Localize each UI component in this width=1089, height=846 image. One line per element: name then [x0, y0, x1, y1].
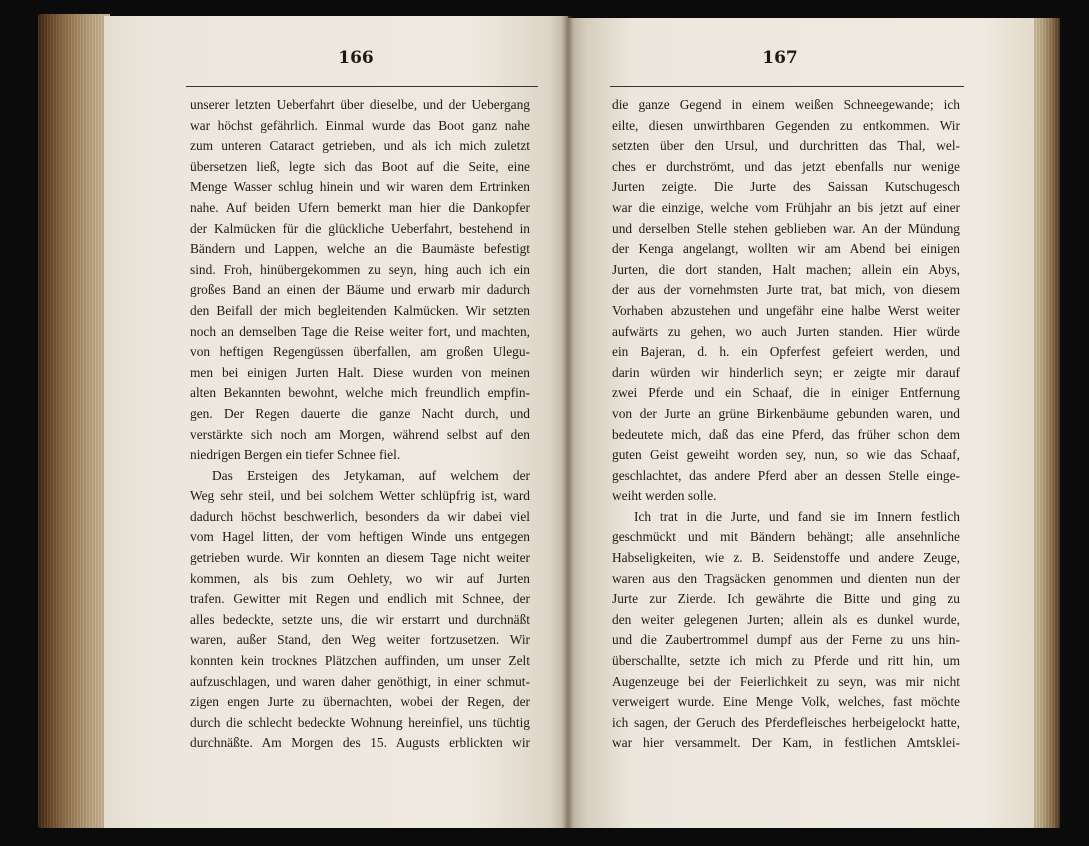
- text-line: die ganze Gegend in einem weißen Schneegewande; ich: [612, 97, 960, 112]
- text-line: Jurten zeigte. Die Jurte des Saissan Kutschugesch: [612, 179, 960, 195]
- text-line: konnten kein trocknes Plätzchen auffinden, um unser Zelt: [190, 653, 530, 669]
- text-line: unserer letzten Ueberfahrt über dieselbe, und der Uebergang: [190, 97, 530, 112]
- text-line: Menge Wasser schlug hinein und wir waren dem Ertrinken: [190, 179, 530, 195]
- text-line: war hier versammelt. Der Kam, in festlichen Amtsklei-: [612, 735, 960, 751]
- text-line: geschlachtet, das andere Pferd aber an dessen Stelle einge-: [612, 467, 960, 483]
- text-line: geschmückt und mit Bändern behängt; alle ansehnliche: [612, 529, 960, 545]
- text-line: guten Geist geweiht worden sey, nun, so wie das Schaaf,: [612, 447, 960, 463]
- page-block-edge-right: [1030, 18, 1060, 828]
- text-line: vom Hagel litten, der vom heftigen Winde uns entgegen: [190, 529, 530, 545]
- text-line: nahe. Auf beiden Ufern bemerkt man hier die Dankopfer: [190, 199, 530, 215]
- text-line: den weiter gelegenen Jurten; allein als es dunkel wurde,: [612, 611, 960, 627]
- text-line: von heftigen Regengüssen überfallen, am großen Ulegu-: [190, 344, 530, 360]
- text-line: niedrigen Bergen ein tiefer Schnee fiel.: [190, 447, 401, 463]
- text-line: noch an demselben Tage die Reise weiter fort, und machten,: [190, 323, 530, 339]
- text-line: Weg sehr steil, und bei solchem Wetter schlüpfrig ist, ward: [190, 488, 530, 504]
- text-line: zwei Pferde und ein Schaaf, die in einiger Entfernung: [612, 385, 960, 401]
- left-page-text: [190, 95, 530, 754]
- right-page-text: [612, 95, 960, 754]
- text-line: verweigert wurde. Eine Menge Volk, welches, fast möchte: [612, 694, 960, 710]
- right-page-number: 167: [762, 48, 798, 68]
- text-line: Ich trat in die Jurte, und fand sie im Innern festlich: [634, 508, 960, 524]
- text-line: weiht werden solle.: [612, 488, 717, 504]
- text-line: zigen engen Jurte zu übernachten, wobei der Regen, der: [190, 694, 530, 710]
- text-line: alten Bekannten bewohnt, welche mich freundlich empfin-: [190, 385, 530, 401]
- text-line: und die Zaubertrommel dumpf aus der Ferne zu uns hin-: [612, 632, 960, 648]
- book-gutter: [562, 16, 574, 828]
- text-line: großes Band an einen der Bäume und erwarb mir dadurch: [190, 282, 530, 298]
- text-line: getrieben wurde. Wir konnten an diesem Tage nicht weiter: [190, 550, 530, 566]
- text-line: den Beifall der mich begleitenden Kalmücken. Wir setzten: [190, 302, 530, 318]
- text-line: Jurte zur Zierde. Ich gewährte die Bitte und ging zu: [612, 591, 960, 607]
- text-line: Habseligkeiten, wie z. B. Seidenstoffe und andere Zeuge,: [612, 550, 960, 566]
- text-line: gen. Der Regen dauerte die ganze Nacht durch, und: [190, 405, 530, 421]
- text-line: kommen, als bis zum Oehlety, wo wir auf Jurten: [190, 570, 530, 586]
- text-line: Jurten, die dort standen, Halt machen; allein ein Abys,: [612, 261, 960, 277]
- text-line: sind. Froh, hinübergekommen zu seyn, hing auch ich ein: [190, 261, 530, 277]
- text-line: ches er durchströmt, und das jetzt ebenfalls nur wenige: [612, 158, 960, 174]
- text-line: aufzuschlagen, und waren daher genöthigt, in einer schmut-: [190, 673, 530, 689]
- text-line: war die einzige, welche vom Frühjahr an bis jetzt auf einer: [612, 199, 960, 215]
- text-line: durchnäßte. Am Morgen des 15. Augusts erblickten wir: [190, 735, 530, 751]
- text-line: übersetzen ließ, legte sich das Boot auf die Seite, eine: [190, 158, 530, 174]
- text-line: setzten über den Ursul, und durchritten das Thal, wel-: [612, 138, 960, 154]
- text-line: und derselben Stelle stehen geblieben war. An der Mündung: [612, 220, 960, 236]
- text-line: eilte, diesen unwirthbaren Gegenden zu entkommen. Wir: [612, 117, 960, 133]
- text-line: Augenzeuge bei der Feierlichkeit zu seyn, was mir nicht: [612, 673, 960, 689]
- text-line: aufwärts zu gehen, wo auch Jurten standen. Hier würde: [612, 323, 960, 339]
- text-line: dadurch höchst beschwerlich, besonders da wir dabei viel: [190, 508, 530, 524]
- text-line: bedeutete mich, daß das eine Pferd, das früher schon dem: [612, 426, 960, 442]
- text-line: waren, außer Stand, den Weg weiter fortzusetzen. Wir: [190, 632, 530, 648]
- text-line: von der Jurte an grüne Birkenbäume gebunden waren, und: [612, 405, 960, 421]
- text-line: ein Bajeran, d. h. ein Opferfest gefeiert werden, und: [612, 344, 960, 360]
- text-line: Das Ersteigen des Jetykaman, auf welchem der: [212, 467, 530, 483]
- text-line: alles bedeckte, setzte uns, die wir erstarrt und durchnäßt: [190, 611, 530, 627]
- text-line: durch die schlecht bedeckte Wohnung hereinfiel, uns tüchtig: [190, 714, 530, 730]
- text-line: men bei einigen Jurten Halt. Diese wurden von meinen: [190, 364, 530, 380]
- text-line: Bändern und Lappen, welche an die Baumäste befestigt: [190, 241, 530, 257]
- text-line: verstärkte sich noch am Morgen, während selbst auf den: [190, 426, 530, 442]
- text-line: ich sagen, der Geruch des Pferdefleisches herbeigelockt hatte,: [612, 714, 960, 730]
- text-line: zum unteren Cataract getrieben, und als ich mich zuletzt: [190, 138, 530, 154]
- right-header-rule: [610, 86, 964, 87]
- page-block-edge-left: [38, 14, 110, 828]
- text-line: der Kalmücken für die glückliche Ueberfahrt, bestehend in: [190, 220, 530, 236]
- text-line: der aus der vornehmsten Jurte trat, bat mich, von diesem: [612, 282, 960, 298]
- text-line: darin würden wir hinderlich seyn; er zeigte mir darauf: [612, 364, 960, 380]
- left-page-number: 166: [338, 48, 374, 68]
- text-line: überschallte, setzte ich mich zu Pferde und ritt hin, um: [612, 653, 960, 669]
- left-header-rule: [186, 86, 538, 87]
- text-line: trafen. Gewitter mit Regen und endlich mit Schnee, der: [190, 591, 530, 607]
- text-line: Vorhaben abzustehen und ungefähr eine halbe Werst weiter: [612, 302, 960, 318]
- text-line: waren aus den Tragsäcken genommen und dienten nun der: [612, 570, 960, 586]
- text-line: der Kenga angelangt, wollten wir am Abend bei einigen: [612, 241, 960, 257]
- text-line: war höchst gefährlich. Einmal wurde das Boot ganz nahe: [190, 117, 530, 133]
